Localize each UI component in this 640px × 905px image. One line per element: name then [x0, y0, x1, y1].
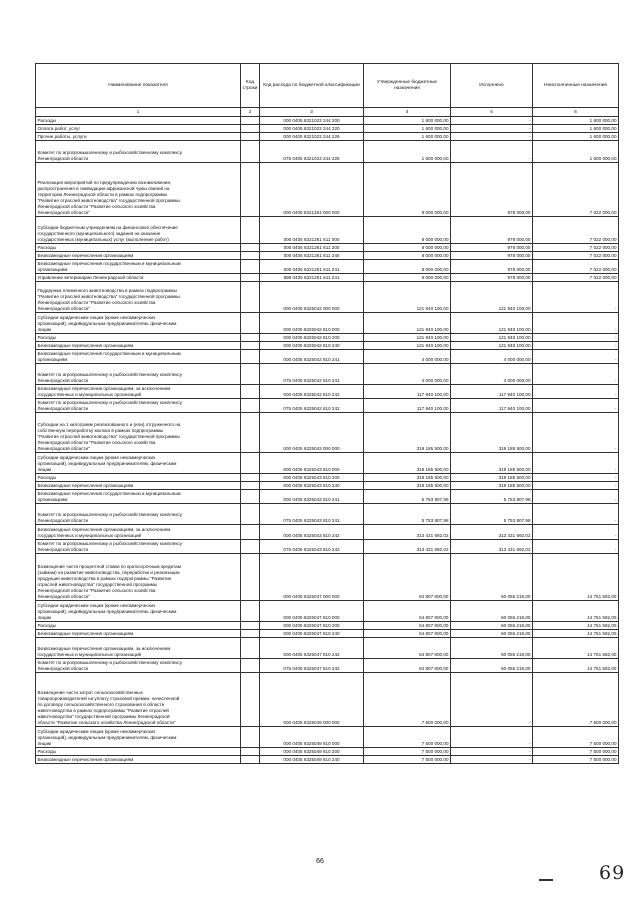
table-row — [36, 453, 619, 474]
cell-unexecuted: - — [533, 399, 619, 413]
cell-unexecuted: - — [533, 482, 619, 490]
cell-approved: 64 807 800,00 — [364, 601, 451, 622]
cell-approved: 1 600 000,00 — [364, 125, 451, 133]
cell-approved: 8 000 000,00 — [364, 252, 451, 260]
column-number: 5 — [451, 108, 533, 117]
cell-executed: 50 056 218,00 — [451, 554, 533, 601]
cell-line-code — [241, 274, 260, 282]
table-row — [36, 141, 619, 163]
cell-executed: 313 431 692,02 — [451, 525, 533, 540]
table-row — [36, 630, 619, 638]
cell-executed: 5 753 807,98 — [451, 504, 533, 525]
cell-line-code — [241, 673, 260, 727]
table-row — [36, 350, 619, 364]
cell-line-code — [241, 638, 260, 659]
cell-indicator-name: Безвозмездные перечисления организациям — [36, 482, 241, 490]
cell-indicator-name: Комитет по агропромышленному и рыбохозяйственному комплексу Ленинградской области — [36, 540, 241, 554]
cell-indicator-name: Безвозмездные перечисления государственным и муниципальным организациям — [36, 260, 241, 274]
cell-indicator-name: Возмещение части затрат сельскохозяйственных товаропроизводителей на уплату страховой премии, начисленной по договору сельскохозяйственного страхования в области животноводства в рамках подпрограммы "Развитие отраслей животноводства" государственной программы Ленинградской области "Развитие сельского хозяйства Ленинградской области" — [36, 673, 241, 727]
table-row — [36, 474, 619, 482]
cell-executed: 121 940 100,00 — [451, 334, 533, 342]
column-number: 3 — [260, 108, 364, 117]
table-row — [36, 554, 619, 601]
cell-executed: - — [451, 141, 533, 163]
cell-line-code — [241, 453, 260, 474]
cell-unexecuted: 14 751 582,00 — [533, 622, 619, 630]
cell-classification-code: 000 0405 6325042 810 241 — [260, 350, 364, 364]
cell-indicator-name: Возмещение части процентной ставки по краткосрочным кредитам (займам) на развитие животноводства, переработки и реализации продукции животноводства в рамках подпрограммы "Развитие отраслей животноводства" государственной программы Ленинградской области "Развитие сельского хозяйства Ленинградской области" — [36, 554, 241, 601]
cell-approved: 64 807 800,00 — [364, 630, 451, 638]
cell-line-code — [241, 540, 260, 554]
cell-indicator-name: Безвозмездные перечисления организациям, за исключением государственных и муниципальных организаций — [36, 385, 241, 399]
cell-unexecuted: 7 500 000,00 — [533, 756, 619, 764]
cell-indicator-name: Безвозмездные перечисления организациям, за исключением государственных и муниципальных организаций — [36, 525, 241, 540]
table-row — [36, 244, 619, 252]
table-row — [36, 163, 619, 217]
table-row — [36, 313, 619, 334]
cell-indicator-name: Расходы — [36, 117, 241, 125]
cell-classification-code: 000 0405 6321261 611 241 — [260, 260, 364, 274]
cell-unexecuted: - — [533, 385, 619, 399]
cell-unexecuted: 14 751 582,00 — [533, 659, 619, 673]
cell-approved: 319 185 500,00 — [364, 453, 451, 474]
cell-executed: 5 753 807,98 — [451, 490, 533, 504]
cell-executed: 4 000 000,00 — [451, 364, 533, 385]
column-number-row — [36, 108, 619, 117]
cell-line-code — [241, 133, 260, 141]
cell-line-code — [241, 244, 260, 252]
table-row — [36, 217, 619, 244]
cell-unexecuted: - — [533, 540, 619, 554]
cell-line-code — [241, 413, 260, 453]
cell-approved: 319 185 500,00 — [364, 482, 451, 490]
cell-classification-code: 000 0405 6325049 810 200 — [260, 748, 364, 756]
cell-unexecuted: 1 600 000,00 — [533, 141, 619, 163]
cell-classification-code: 000 0405 6325042 810 240 — [260, 342, 364, 350]
cell-indicator-name: Комитет по агропромышленному и рыбохозяйственному комплексу Ленинградской области — [36, 141, 241, 163]
table-row — [36, 399, 619, 413]
cell-executed: - — [451, 117, 533, 125]
cell-approved: 319 185 500,00 — [364, 474, 451, 482]
cell-unexecuted: 7 022 000,00 — [533, 274, 619, 282]
cell-executed: 50 056 218,00 — [451, 638, 533, 659]
cell-indicator-name: Расходы — [36, 244, 241, 252]
table-row — [36, 756, 619, 764]
cell-unexecuted: 14 751 582,00 — [533, 638, 619, 659]
cell-unexecuted: - — [533, 364, 619, 385]
cell-line-code — [241, 554, 260, 601]
header-approved-appropriations: Утвержденные бюджетные назначения — [364, 64, 451, 108]
cell-indicator-name: Реализация мероприятий по предупреждению возникновения, распространения и ликвидации африканской чумы свиней на территории Ленинградской области в рамках подпрограммы "Развитие отраслей животноводства" государственной программы Ленинградской области "Развитие сельского хозяйства Ленинградской области" — [36, 163, 241, 217]
table-row — [36, 540, 619, 554]
table-row — [36, 504, 619, 525]
cell-unexecuted: - — [533, 342, 619, 350]
cell-indicator-name: Субсидии бюджетным учреждениям на финансовое обеспечение государственного (муниципального) задания на оказание государственных (муниципальных) услуг (выполнение работ) — [36, 217, 241, 244]
cell-classification-code: 000 0405 6325049 810 240 — [260, 756, 364, 764]
table-row — [36, 673, 619, 727]
cell-approved: 121 940 100,00 — [364, 313, 451, 334]
header-line-code: Код строки — [241, 64, 260, 108]
cell-line-code — [241, 756, 260, 764]
cell-approved: 117 940 100,00 — [364, 399, 451, 413]
column-number: 4 — [364, 108, 451, 117]
cell-indicator-name: Комитет по агропромышленному и рыбохозяйственному комплексу Ленинградской области — [36, 659, 241, 673]
table-body — [36, 117, 619, 764]
cell-approved: 8 000 000,00 — [364, 244, 451, 252]
cell-indicator-name: Расходы — [36, 748, 241, 756]
table-row — [36, 334, 619, 342]
cell-indicator-name: Безвозмездные перечисления организациям — [36, 756, 241, 764]
table-row — [36, 282, 619, 313]
cell-line-code — [241, 622, 260, 630]
cell-classification-code: 000 0405 6325047 000 000 — [260, 554, 364, 601]
cell-approved: 8 000 000,00 — [364, 274, 451, 282]
cell-indicator-name: Комитет по агропромышленному и рыбохозяйственному комплексу Ленинградской области — [36, 399, 241, 413]
cell-line-code — [241, 490, 260, 504]
cell-classification-code: 075 0405 6321023 244 226 — [260, 141, 364, 163]
cell-approved: 7 500 000,00 — [364, 727, 451, 748]
cell-executed: - — [451, 125, 533, 133]
cell-executed: 978 000,00 — [451, 217, 533, 244]
cell-executed: 4 000 000,00 — [451, 350, 533, 364]
cell-classification-code: 000 0405 6325049 000 000 — [260, 673, 364, 727]
cell-executed: 978 000,00 — [451, 163, 533, 217]
cell-unexecuted: - — [533, 453, 619, 474]
table-row — [36, 659, 619, 673]
cell-indicator-name: Субсидии юридическим лицам (кроме некоммерческих организаций), индивидуальным предпринимателям, физическим лицам — [36, 453, 241, 474]
cell-line-code — [241, 601, 260, 622]
table-row — [36, 342, 619, 350]
cell-approved: 5 753 807,98 — [364, 504, 451, 525]
cell-executed: - — [451, 727, 533, 748]
cell-executed: 978 000,00 — [451, 244, 533, 252]
cell-approved: 121 940 100,00 — [364, 282, 451, 313]
table-row — [36, 260, 619, 274]
handwritten-dash — [539, 879, 553, 881]
table-row — [36, 133, 619, 141]
table-row — [36, 364, 619, 385]
cell-classification-code: 000 0405 6325043 810 200 — [260, 474, 364, 482]
cell-classification-code: 000 0405 6325042 810 242 — [260, 385, 364, 399]
cell-classification-code: 000 0405 6321261 611 000 — [260, 217, 364, 244]
cell-executed: 121 940 100,00 — [451, 342, 533, 350]
budget-execution-table — [35, 63, 619, 764]
cell-line-code — [241, 364, 260, 385]
cell-approved: 313 431 692,02 — [364, 525, 451, 540]
cell-unexecuted: 1 600 000,00 — [533, 133, 619, 141]
cell-classification-code: 000 0405 6325047 810 000 — [260, 601, 364, 622]
header-unexecuted-appropriations: Неисполненные назначения — [533, 64, 619, 108]
cell-executed: 50 056 218,00 — [451, 630, 533, 638]
cell-unexecuted: - — [533, 413, 619, 453]
cell-indicator-name: Безвозмездные перечисления организациям — [36, 342, 241, 350]
cell-classification-code: 998 0405 6321261 611 241 — [260, 274, 364, 282]
cell-classification-code: 000 0405 6325043 810 242 — [260, 525, 364, 540]
cell-executed: 319 185 500,00 — [451, 413, 533, 453]
cell-approved: 1 600 000,00 — [364, 133, 451, 141]
cell-unexecuted: 14 751 582,00 — [533, 601, 619, 622]
cell-line-code — [241, 141, 260, 163]
cell-line-code — [241, 474, 260, 482]
cell-classification-code: 075 0405 6325042 810 242 — [260, 399, 364, 413]
cell-approved: 64 807 800,00 — [364, 554, 451, 601]
cell-classification-code: 000 0405 6321023 244 220 — [260, 125, 364, 133]
cell-indicator-name: Безвозмездные перечисления организациям, за исключением государственных и муниципальных организаций — [36, 638, 241, 659]
cell-executed: 978 000,00 — [451, 274, 533, 282]
table-row — [36, 727, 619, 748]
cell-classification-code: 000 0405 6325047 810 240 — [260, 630, 364, 638]
cell-executed: 313 431 692,02 — [451, 540, 533, 554]
table-row — [36, 622, 619, 630]
cell-line-code — [241, 350, 260, 364]
cell-line-code — [241, 385, 260, 399]
cell-unexecuted: 14 751 582,00 — [533, 630, 619, 638]
cell-indicator-name: Субсидии на 1 килограмм реализованного и (или) отгруженного на собственную переработку молока в рамках подпрограммы "Развитие отраслей животноводства" государственной программы Ленинградской области "Развитие сельского хозяйства Ленинградской области" — [36, 413, 241, 453]
cell-approved: 1 600 000,00 — [364, 141, 451, 163]
cell-classification-code: 000 0405 6325042 810 200 — [260, 334, 364, 342]
cell-executed: 978 000,00 — [451, 260, 533, 274]
cell-indicator-name: Безвозмездные перечисления организациям — [36, 630, 241, 638]
cell-executed: 117 940 100,00 — [451, 385, 533, 399]
table-row — [36, 482, 619, 490]
cell-classification-code: 000 0405 6325047 810 200 — [260, 622, 364, 630]
cell-executed: 978 000,00 — [451, 252, 533, 260]
table-row — [36, 748, 619, 756]
cell-indicator-name: Оплата работ, услуг — [36, 125, 241, 133]
cell-unexecuted: 7 022 000,00 — [533, 217, 619, 244]
column-number: 6 — [533, 108, 619, 117]
header-budget-classification-code: Код расхода по бюджетной классификации — [260, 64, 364, 108]
cell-approved: 4 000 000,00 — [364, 350, 451, 364]
cell-line-code — [241, 659, 260, 673]
cell-unexecuted: - — [533, 525, 619, 540]
header-indicator-name: Наименование показателя — [36, 64, 241, 108]
table-row — [36, 252, 619, 260]
cell-indicator-name: Безвозмездные перечисления организациям — [36, 252, 241, 260]
cell-indicator-name: Прочие работы, услуги — [36, 133, 241, 141]
table-row — [36, 125, 619, 133]
cell-unexecuted: 7 022 000,00 — [533, 244, 619, 252]
cell-approved: 8 000 000,00 — [364, 217, 451, 244]
cell-line-code — [241, 342, 260, 350]
cell-classification-code: 000 0405 6325043 810 241 — [260, 490, 364, 504]
cell-line-code — [241, 748, 260, 756]
cell-classification-code: 075 0405 6325047 810 242 — [260, 659, 364, 673]
cell-executed: - — [451, 673, 533, 727]
cell-approved: 7 500 000,00 — [364, 748, 451, 756]
table-row — [36, 385, 619, 399]
cell-executed: 319 185 500,00 — [451, 474, 533, 482]
cell-executed: - — [451, 756, 533, 764]
cell-unexecuted: 7 022 000,00 — [533, 163, 619, 217]
cell-unexecuted: - — [533, 490, 619, 504]
cell-classification-code: 000 0405 6325043 810 000 — [260, 453, 364, 474]
cell-indicator-name: Расходы — [36, 474, 241, 482]
cell-unexecuted: - — [533, 504, 619, 525]
cell-classification-code: 075 0405 6325043 810 241 — [260, 504, 364, 525]
cell-approved: 7 500 000,00 — [364, 673, 451, 727]
table-row — [36, 413, 619, 453]
cell-approved: 1 600 000,00 — [364, 117, 451, 125]
header-executed: Исполнено — [451, 64, 533, 108]
cell-indicator-name: Субсидии юридическим лицам (кроме некоммерческих организаций), индивидуальным предпринимателям, физическим лицам — [36, 313, 241, 334]
cell-approved: 8 000 000,00 — [364, 260, 451, 274]
cell-classification-code: 000 0405 6325042 810 000 — [260, 313, 364, 334]
cell-executed: - — [451, 748, 533, 756]
cell-line-code — [241, 163, 260, 217]
cell-line-code — [241, 313, 260, 334]
cell-classification-code: 000 0405 6321261 611 200 — [260, 244, 364, 252]
cell-unexecuted: 7 022 000,00 — [533, 260, 619, 274]
cell-classification-code: 000 0405 6321023 244 226 — [260, 133, 364, 141]
cell-line-code — [241, 117, 260, 125]
cell-executed: 50 056 218,00 — [451, 601, 533, 622]
cell-approved: 121 940 100,00 — [364, 342, 451, 350]
cell-unexecuted: 1 600 000,00 — [533, 125, 619, 133]
cell-executed: 117 940 100,00 — [451, 399, 533, 413]
cell-approved: 4 000 000,00 — [364, 364, 451, 385]
cell-unexecuted: 1 600 000,00 — [533, 117, 619, 125]
cell-unexecuted: - — [533, 334, 619, 342]
cell-classification-code: 000 0405 6325043 000 000 — [260, 413, 364, 453]
table-row — [36, 525, 619, 540]
cell-approved: 64 807 800,00 — [364, 622, 451, 630]
cell-classification-code: 000 0405 6321261 611 240 — [260, 252, 364, 260]
cell-line-code — [241, 630, 260, 638]
cell-executed: 50 056 218,00 — [451, 622, 533, 630]
cell-line-code — [241, 125, 260, 133]
cell-indicator-name: Комитет по агропромышленному и рыбохозяйственному комплексу Ленинградской области — [36, 364, 241, 385]
cell-approved: 121 940 100,00 — [364, 334, 451, 342]
cell-unexecuted: 7 022 000,00 — [533, 252, 619, 260]
cell-indicator-name: Поддержка племенного животноводства в рамках подпрограммы "Развитие отраслей животноводства" государственной программы Ленинградской области "Развитие сельского хозяйства Ленинградской области" — [36, 282, 241, 313]
cell-unexecuted: 7 500 000,00 — [533, 673, 619, 727]
cell-classification-code: 075 0405 6325042 810 241 — [260, 364, 364, 385]
cell-executed: 319 185 500,00 — [451, 453, 533, 474]
cell-indicator-name: Расходы — [36, 622, 241, 630]
cell-classification-code: 075 0405 6325043 810 242 — [260, 540, 364, 554]
cell-indicator-name: Комитет по агропромышленному и рыбохозяйственному комплексу Ленинградской области — [36, 504, 241, 525]
cell-classification-code: 000 0405 6325042 000 000 — [260, 282, 364, 313]
cell-classification-code: 000 0405 6321261 000 000 — [260, 163, 364, 217]
cell-line-code — [241, 399, 260, 413]
cell-line-code — [241, 217, 260, 244]
cell-line-code — [241, 504, 260, 525]
cell-indicator-name: Расходы — [36, 334, 241, 342]
cell-executed: 121 940 100,00 — [451, 282, 533, 313]
cell-indicator-name: Безвозмездные перечисления государственным и муниципальным организациям — [36, 350, 241, 364]
cell-unexecuted: - — [533, 474, 619, 482]
cell-classification-code: 000 0405 6325047 810 242 — [260, 638, 364, 659]
column-number: 1 — [36, 108, 241, 117]
cell-indicator-name: Субсидии юридическим лицам (кроме некоммерческих организаций), индивидуальным предпринимателям, физическим лицам — [36, 727, 241, 748]
cell-line-code — [241, 260, 260, 274]
cell-approved: 7 500 000,00 — [364, 756, 451, 764]
cell-line-code — [241, 334, 260, 342]
cell-indicator-name: Безвозмездные перечисления государственным и муниципальным организациям — [36, 490, 241, 504]
table-header-row — [36, 64, 619, 108]
cell-line-code — [241, 525, 260, 540]
cell-unexecuted: 7 500 000,00 — [533, 727, 619, 748]
cell-approved: 313 431 692,02 — [364, 540, 451, 554]
cell-indicator-name: Управление ветеринарии Ленинградской области — [36, 274, 241, 282]
cell-unexecuted: - — [533, 282, 619, 313]
cell-approved: 64 807 800,00 — [364, 659, 451, 673]
page-number: 66 — [316, 858, 324, 865]
table-row — [36, 601, 619, 622]
cell-executed: - — [451, 133, 533, 141]
cell-approved: 64 807 800,00 — [364, 638, 451, 659]
cell-approved: 117 940 100,00 — [364, 385, 451, 399]
table-row — [36, 117, 619, 125]
cell-unexecuted: - — [533, 350, 619, 364]
cell-line-code — [241, 727, 260, 748]
cell-indicator-name: Субсидии юридическим лицам (кроме некоммерческих организаций), индивидуальным предпринимателям, физическим лицам — [36, 601, 241, 622]
cell-classification-code: 000 0405 6325043 810 240 — [260, 482, 364, 490]
table-row — [36, 490, 619, 504]
cell-approved: 5 753 807,98 — [364, 490, 451, 504]
cell-unexecuted: 7 500 000,00 — [533, 748, 619, 756]
cell-executed: 121 940 100,00 — [451, 313, 533, 334]
cell-line-code — [241, 282, 260, 313]
table-row — [36, 638, 619, 659]
cell-executed: 319 185 500,00 — [451, 482, 533, 490]
cell-line-code — [241, 482, 260, 490]
cell-approved: 8 000 000,00 — [364, 163, 451, 217]
table-row — [36, 274, 619, 282]
cell-unexecuted: 14 751 582,00 — [533, 554, 619, 601]
handwritten-page-stamp: 69 — [599, 862, 626, 884]
cell-executed: 50 056 218,00 — [451, 659, 533, 673]
cell-line-code — [241, 252, 260, 260]
cell-unexecuted: - — [533, 313, 619, 334]
column-number: 2 — [241, 108, 260, 117]
cell-classification-code: 000 0405 6321023 244 200 — [260, 117, 364, 125]
cell-approved: 319 185 500,00 — [364, 413, 451, 453]
cell-classification-code: 000 0405 6325049 810 000 — [260, 727, 364, 748]
